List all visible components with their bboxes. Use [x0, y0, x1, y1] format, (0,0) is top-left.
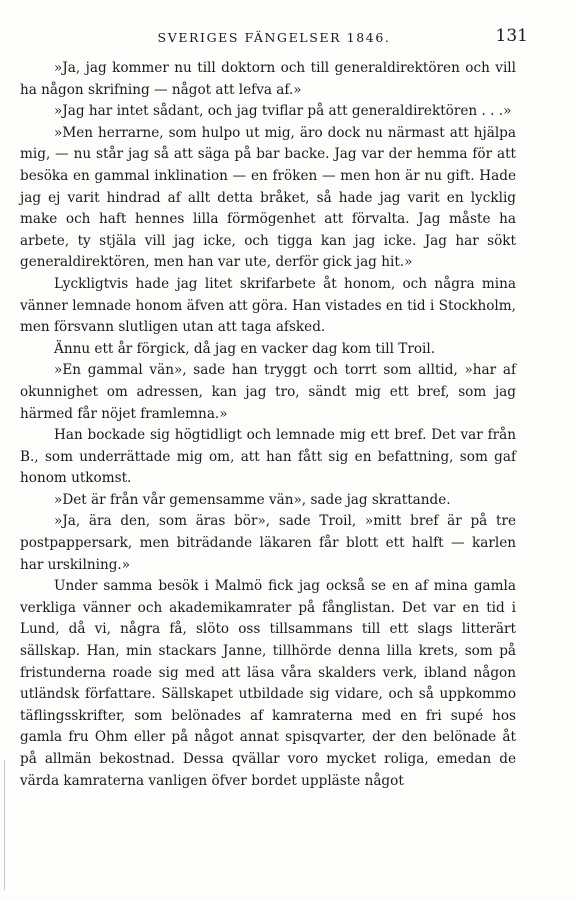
paragraph: »Det är från vår gemensamme vän», sade jag skrattande.	[54, 491, 451, 508]
paragraph: »Ja, jag kommer nu till doktorn och till generaldirektören och vill ha någon skrifning — något att lefva af.»	[20, 60, 516, 98]
paragraph: Han bockade sig högtidligt och lemnade mig ett bref. Det var från B., som underrättade mig om, att han fått sig en befattning, som gaf honom utkomst.	[20, 427, 516, 487]
paragraph: »Men herrarne, som hulpo ut mig, äro dock nu närmast att hjälpa mig, — nu står jag så att säga på bar backe. Jag var der hemma för att besöka en gammal inklination — en fröken — men hon är nu gift. Hade jag ej varit hindrad af allt detta bråket, så hade jag varit en lycklig make och haft hennes lilla förmögenhet att förvalta. Jag måste ha arbete, ty stjäla vill jag icke, och tigga kan jag icke. Jag har sökt generaldirektören, men han var ute, derför gick jag hit.»	[20, 124, 516, 271]
page-number: 131	[495, 26, 528, 46]
paragraph: »En gammal vän», sade han tryggt och torrt som alltid, »har af okunnighet om adressen, kan jag tro, sändt mig ett bref, som jag härmed får nöjet framlemna.»	[20, 362, 516, 422]
running-title: SVERIGES FÄNGELSER 1846.	[157, 30, 391, 45]
paragraph: »Jag har intet sådant, och jag tviflar på att generaldirektören . . .»	[54, 103, 512, 120]
paragraph: Under samma besök i Malmö fick jag också se en af mina gamla verkliga vänner och akademikamrater på fånglistan. Det var en tid i Lund, då vi, några få, slöto oss tillsammans till ett slags litterärt sällskap. Han, min stackars Janne, tillhörde denna lilla krets, som på fristunderna roade sig med att läsa våra skalders verk, ibland någon utländsk författare. Sällskapet utbildade sig vidare, och så uppkommo täflingsskrifter, som belönades af kamraterna med en fri supé hos gamla fru Ohm eller på något annat spisqvarter, der den belönade åt på allmän bekostnad. Dessa qvällar voro mycket roliga, emedan de värda kamraterna vanligen öfver bordet uppläste något	[20, 578, 516, 789]
paragraph: Lyckligtvis hade jag litet skrifarbete åt honom, och några mina vänner lemnade honom äfven att göra. Han vistades en tid i Stockholm, men försvann slutligen utan att taga afsked.	[20, 275, 516, 336]
paragraph: »Ja, ära den, som äras bör», sade Troil, »mitt bref är på tre postpappersark, men biträdande läkaren får blott ett halft — karlen har urskilning.»	[20, 513, 516, 573]
paragraph: Ännu ett år förgick, då jag en vacker dag kom till Troil.	[54, 340, 436, 357]
scan-margin-line	[4, 760, 5, 890]
body-text	[20, 58, 516, 792]
running-head	[20, 26, 528, 48]
